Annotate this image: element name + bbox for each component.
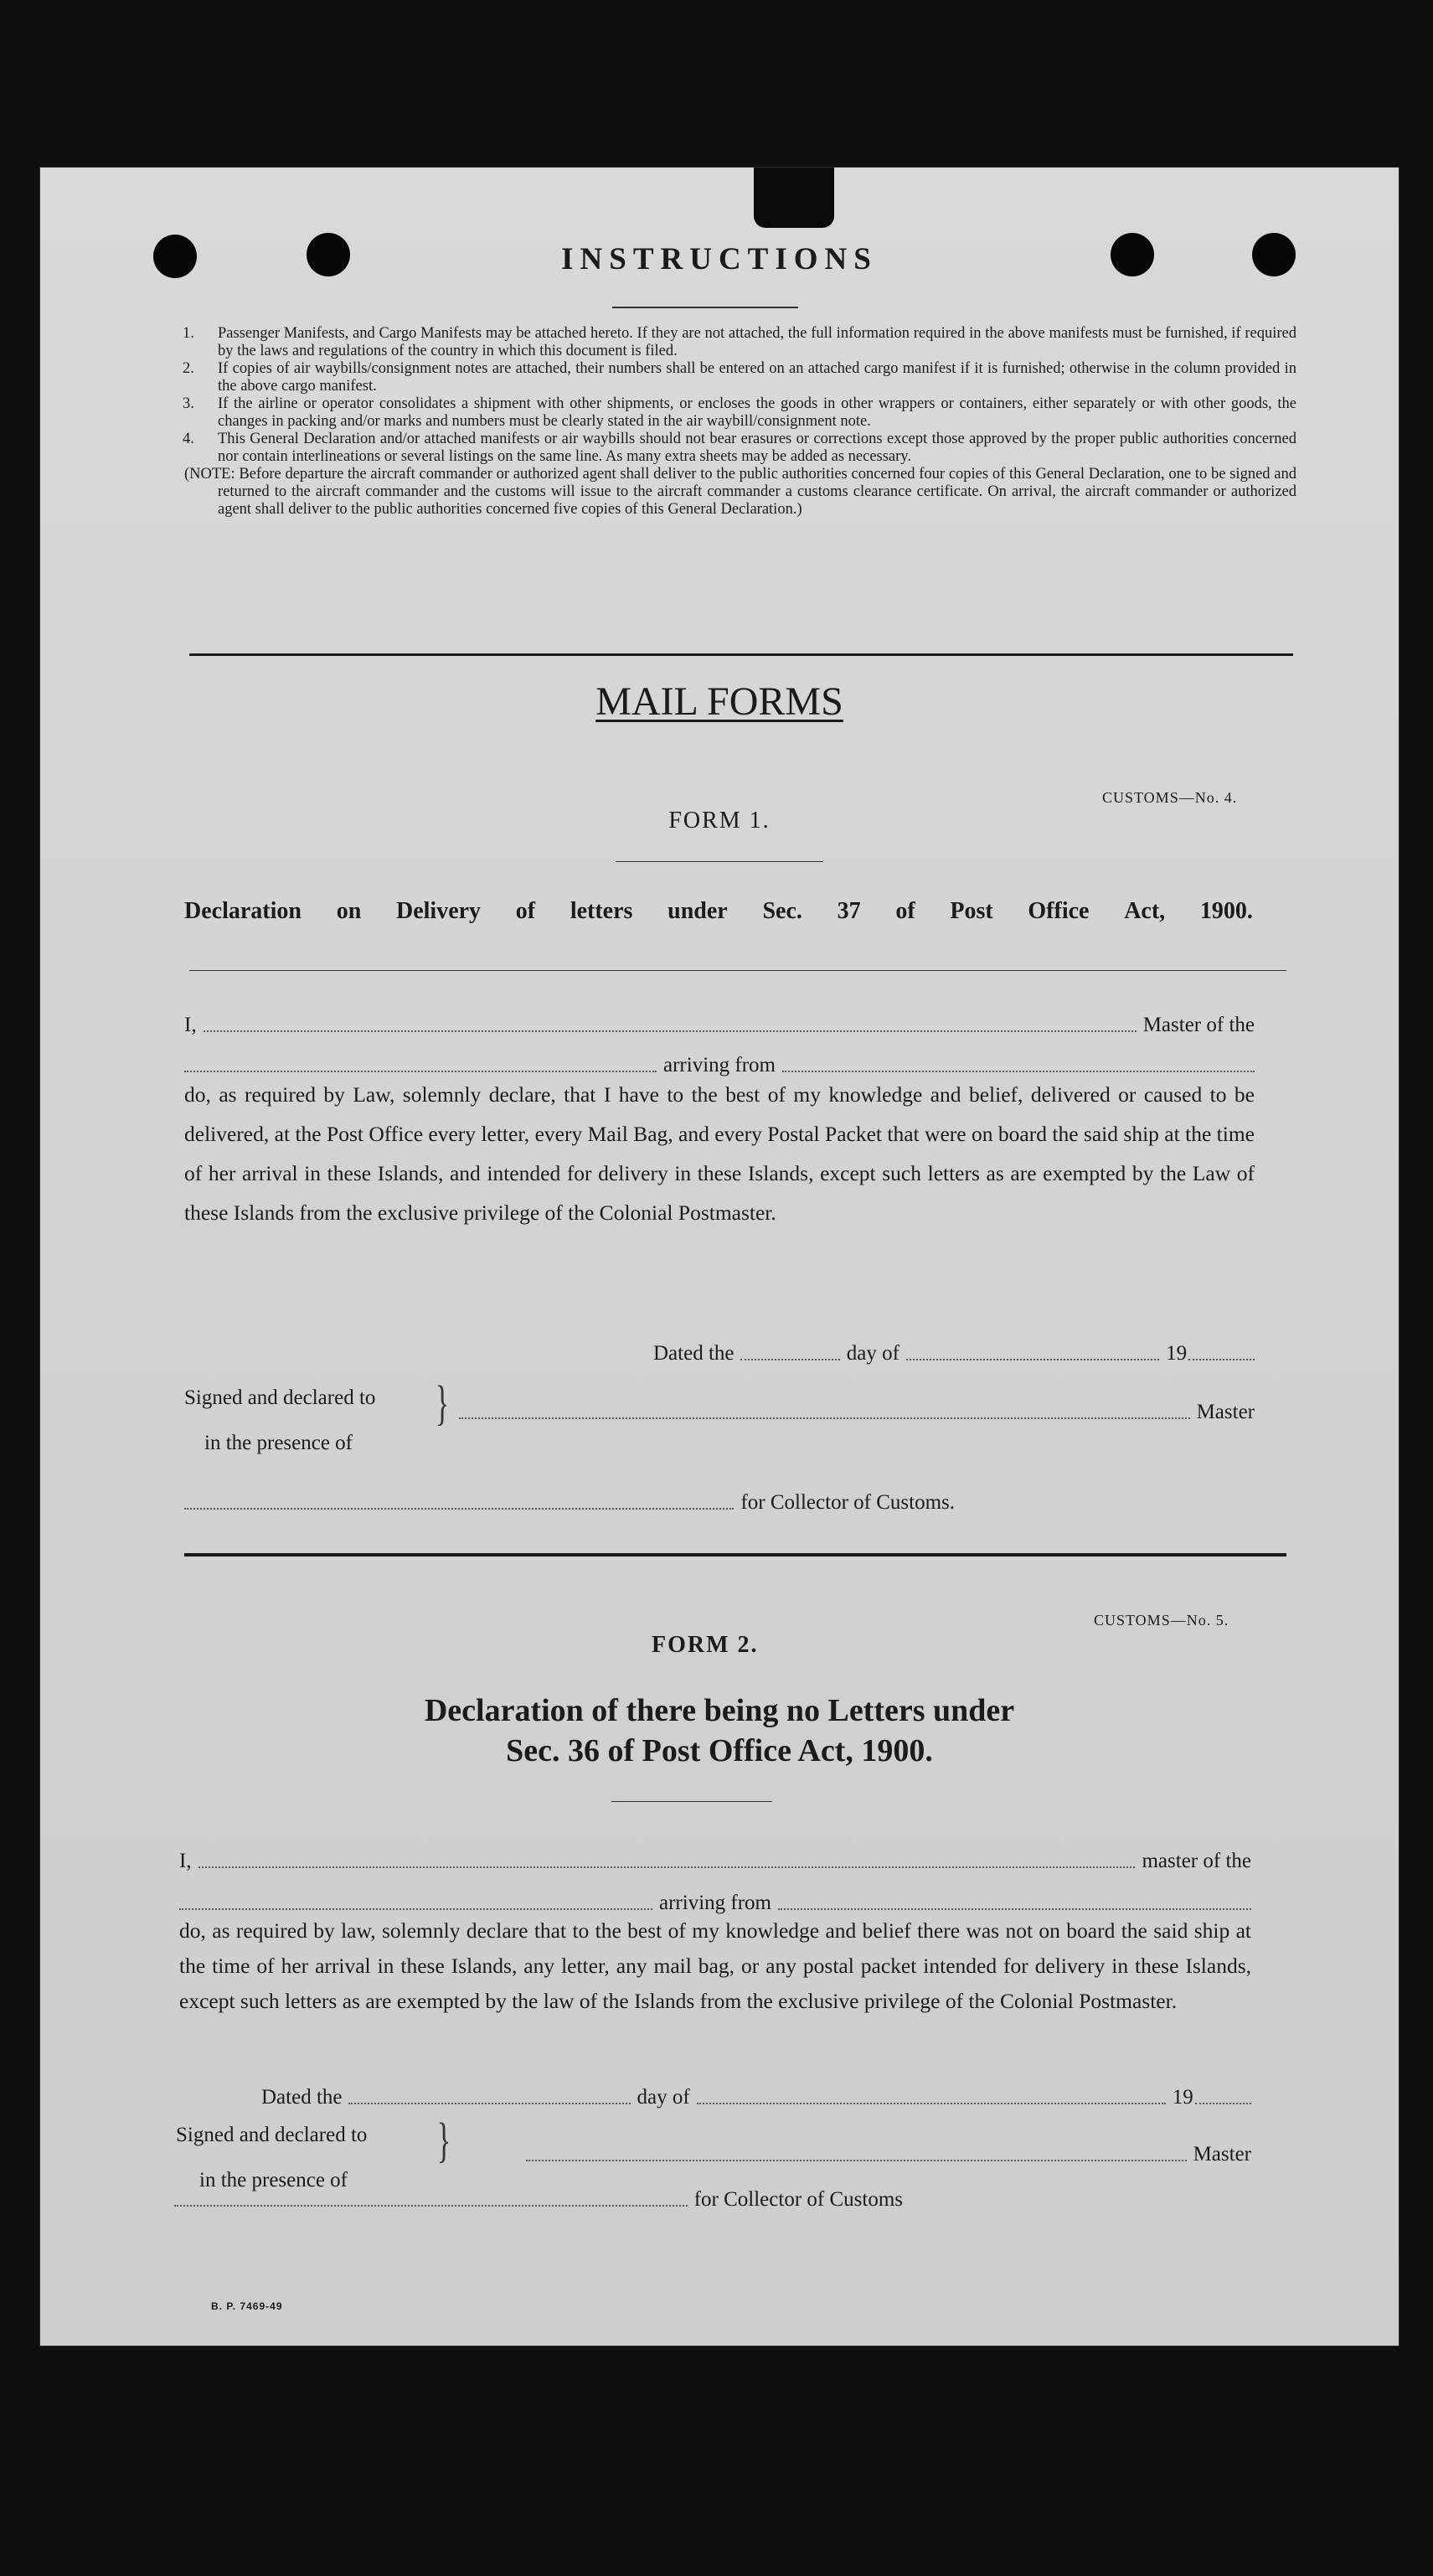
- instruction-item: [183, 360, 1296, 395]
- form2-dated-label: Dated the: [261, 2086, 343, 2109]
- declaration-word: Office: [1028, 898, 1090, 924]
- form1-heading-rule: [616, 861, 823, 862]
- instructions-title: INSTRUCTIONS: [561, 242, 878, 276]
- instruction-number: 4.: [183, 431, 194, 447]
- document-sheet: [40, 168, 1399, 2346]
- form2-title-rule: [611, 1801, 772, 1802]
- form2-signed-line1: Signed and declared to: [176, 2124, 368, 2146]
- declaration-word: 37: [837, 898, 861, 924]
- form1-brace: }: [435, 1376, 450, 1430]
- form2-customs-number: CUSTOMS—No. 5.: [1094, 1612, 1229, 1629]
- form1-signed-label: [184, 1376, 375, 1466]
- form2-signed-line2: in the presence of: [199, 2169, 348, 2191]
- instruction-text: Passenger Manifests, and Cargo Manifests may be attached hereto. If they are not attached, the full information required in the above manifests must be furnished, if required by the laws and regulations of the country in which this document is filed.: [218, 325, 1296, 359]
- form2-master-of-label: master of the: [1142, 1850, 1251, 1872]
- form2-collector-line: [174, 2188, 903, 2212]
- form1-year-field[interactable]: [1188, 1358, 1255, 1360]
- form2-day-of-label: day of: [637, 2086, 690, 2109]
- form2-brace: }: [436, 2113, 451, 2167]
- form1-customs-number: CUSTOMS—No. 4.: [1102, 789, 1238, 806]
- form2-year-field[interactable]: [1195, 2102, 1251, 2104]
- instruction-number: 3.: [183, 395, 194, 412]
- declaration-word: of: [515, 898, 536, 924]
- form1-arriving-label: arriving from: [663, 1054, 776, 1076]
- instruction-item: [183, 325, 1296, 360]
- form1-master-of-label: Master of the: [1142, 1014, 1255, 1036]
- form1-date-field[interactable]: [740, 1358, 839, 1360]
- form1-declaration-title: [184, 898, 1253, 925]
- form1-day-of-label: day of: [846, 1342, 899, 1365]
- instruction-text: If copies of air waybills/consignment notes are attached, their numbers shall be entered on an attached cargo manifest if it is furnished; otherwise in the column provided in the above cargo manifest.: [218, 360, 1296, 395]
- print-code: B. P. 7469-49: [211, 2300, 283, 2312]
- mail-forms-title: MAIL FORMS: [595, 679, 843, 724]
- form2-arriving-line: [179, 1892, 1251, 1915]
- instruction-text: This General Declaration and/or attached manifests or air waybills should not bear erasures or corrections except those approved by the proper public authorities concerned nor contain interlineations or several listings on the same line. As many extra sheets may be added as necessary.: [218, 431, 1296, 465]
- form1-master-signature-field[interactable]: [459, 1417, 1190, 1419]
- declaration-word: under: [668, 898, 728, 924]
- form1-dated-label: Dated the: [653, 1342, 735, 1365]
- form2-name-field[interactable]: [198, 1866, 1136, 1868]
- form1-signed-line2: in the presence of: [204, 1432, 353, 1454]
- form2-master-line: [526, 2143, 1251, 2166]
- form2-master-label: Master: [1193, 2143, 1251, 2166]
- form2-date-field[interactable]: [348, 2102, 630, 2104]
- form2-collector-signature-field[interactable]: [174, 2204, 688, 2207]
- form2-declaration-line2: Sec. 36 of Post Office Act, 1900.: [506, 1733, 933, 1768]
- declaration-word: 1900.: [1199, 898, 1253, 924]
- form2-heading: FORM 2.: [652, 1632, 759, 1658]
- declaration-word: on: [336, 898, 362, 924]
- instruction-text: If the airline or operator consolidates a shipment with other shipments, or encloses the goods in other wrappers or containers, either separately or with other goods, the changes in packing and/or marks and numbers must be clearly stated in the air waybill/consignment note.: [218, 395, 1296, 430]
- form1-collector-signature-field[interactable]: [184, 1507, 734, 1510]
- declaration-word: Declaration: [184, 898, 302, 924]
- form1-title-rule: [189, 970, 1286, 971]
- form1-master-label: Master: [1196, 1401, 1255, 1423]
- form1-month-field[interactable]: [906, 1358, 1159, 1360]
- instructions-note: (NOTE: Before departure the aircraft commander or authorized agent shall deliver to the public authorities concerned four copies of this General Declaration, one to be signed and returned to the aircraft commander and the customs will issue to the aircraft commander a customs clearance certificate. On arrival, the aircraft commander or authorized agent shall deliver to the public authorities concerned five copies of this General Declaration.): [184, 466, 1296, 518]
- form1-ship-field[interactable]: [184, 1070, 657, 1072]
- instruction-number: 2.: [183, 360, 194, 377]
- form2-dated-line: [261, 2086, 1251, 2109]
- form1-i-label: I,: [184, 1014, 197, 1036]
- declaration-word: of: [895, 898, 915, 924]
- form-divider: [184, 1553, 1286, 1556]
- section-divider: [189, 653, 1293, 656]
- form1-name-line: [184, 1014, 1255, 1037]
- form2-collector-label: for Collector of Customs: [693, 2188, 903, 2211]
- instructions-list: [183, 325, 1296, 519]
- form2-i-label: I,: [179, 1850, 192, 1872]
- form2-body-text: do, as required by law, solemnly declare that to the best of my knowledge and belief there was not on board the said ship at the time of her arrival in these Islands, any letter, any mail bag, or any postal packet intended for delivery in these Islands, except such letters as are exempted by the law of the Islands from the exclusive privilege of the Colonial Postmaster.: [179, 1918, 1251, 2013]
- instruction-number: 1.: [183, 325, 194, 342]
- form1-master-line: [459, 1401, 1255, 1424]
- form1-body-text: do, as required by Law, solemnly declare, that I have to the best of my knowledge and belief, delivered or caused to be delivered, at the Post Office every letter, every Mail Bag, and every Postal Packet that were on board the said ship at the time of her arrival in these Islands, and intended for delivery in these Islands, except such letters as are exempted by the Law of these Islands from the exclusive privilege of the Colonial Postmaster.: [184, 1082, 1255, 1225]
- binder-clip-icon: [754, 168, 834, 228]
- form2-arriving-label: arriving from: [659, 1892, 771, 1914]
- form2-master-signature-field[interactable]: [526, 2159, 1187, 2161]
- form1-dated-line: [653, 1342, 1255, 1365]
- form2-origin-field[interactable]: [778, 1907, 1251, 1910]
- form1-arriving-line: [184, 1054, 1255, 1077]
- declaration-word: Post: [950, 898, 993, 924]
- form2-ship-field[interactable]: [179, 1907, 652, 1910]
- declaration-word: Sec.: [762, 898, 802, 924]
- declaration-word: Delivery: [395, 898, 482, 924]
- form1-year-label: 19: [1166, 1342, 1188, 1365]
- form2-declaration-line1: Declaration of there being no Letters under: [424, 1693, 1015, 1728]
- form2-year-label: 19: [1172, 2086, 1193, 2109]
- form1-signed-line1: Signed and declared to: [184, 1386, 376, 1409]
- form1-collector-label: for Collector of Customs.: [740, 1491, 955, 1514]
- form1-name-field[interactable]: [204, 1030, 1137, 1032]
- instructions-underline: [612, 307, 798, 308]
- form2-month-field[interactable]: [697, 2102, 1166, 2104]
- form1-heading: FORM 1.: [668, 808, 771, 834]
- instruction-item: [183, 395, 1296, 431]
- form1-collector-line: [184, 1491, 955, 1515]
- declaration-word: Act,: [1124, 898, 1166, 924]
- form2-name-line: [179, 1850, 1251, 1873]
- form1-origin-field[interactable]: [782, 1070, 1255, 1072]
- instruction-item: [183, 431, 1296, 466]
- declaration-word: letters: [570, 898, 633, 924]
